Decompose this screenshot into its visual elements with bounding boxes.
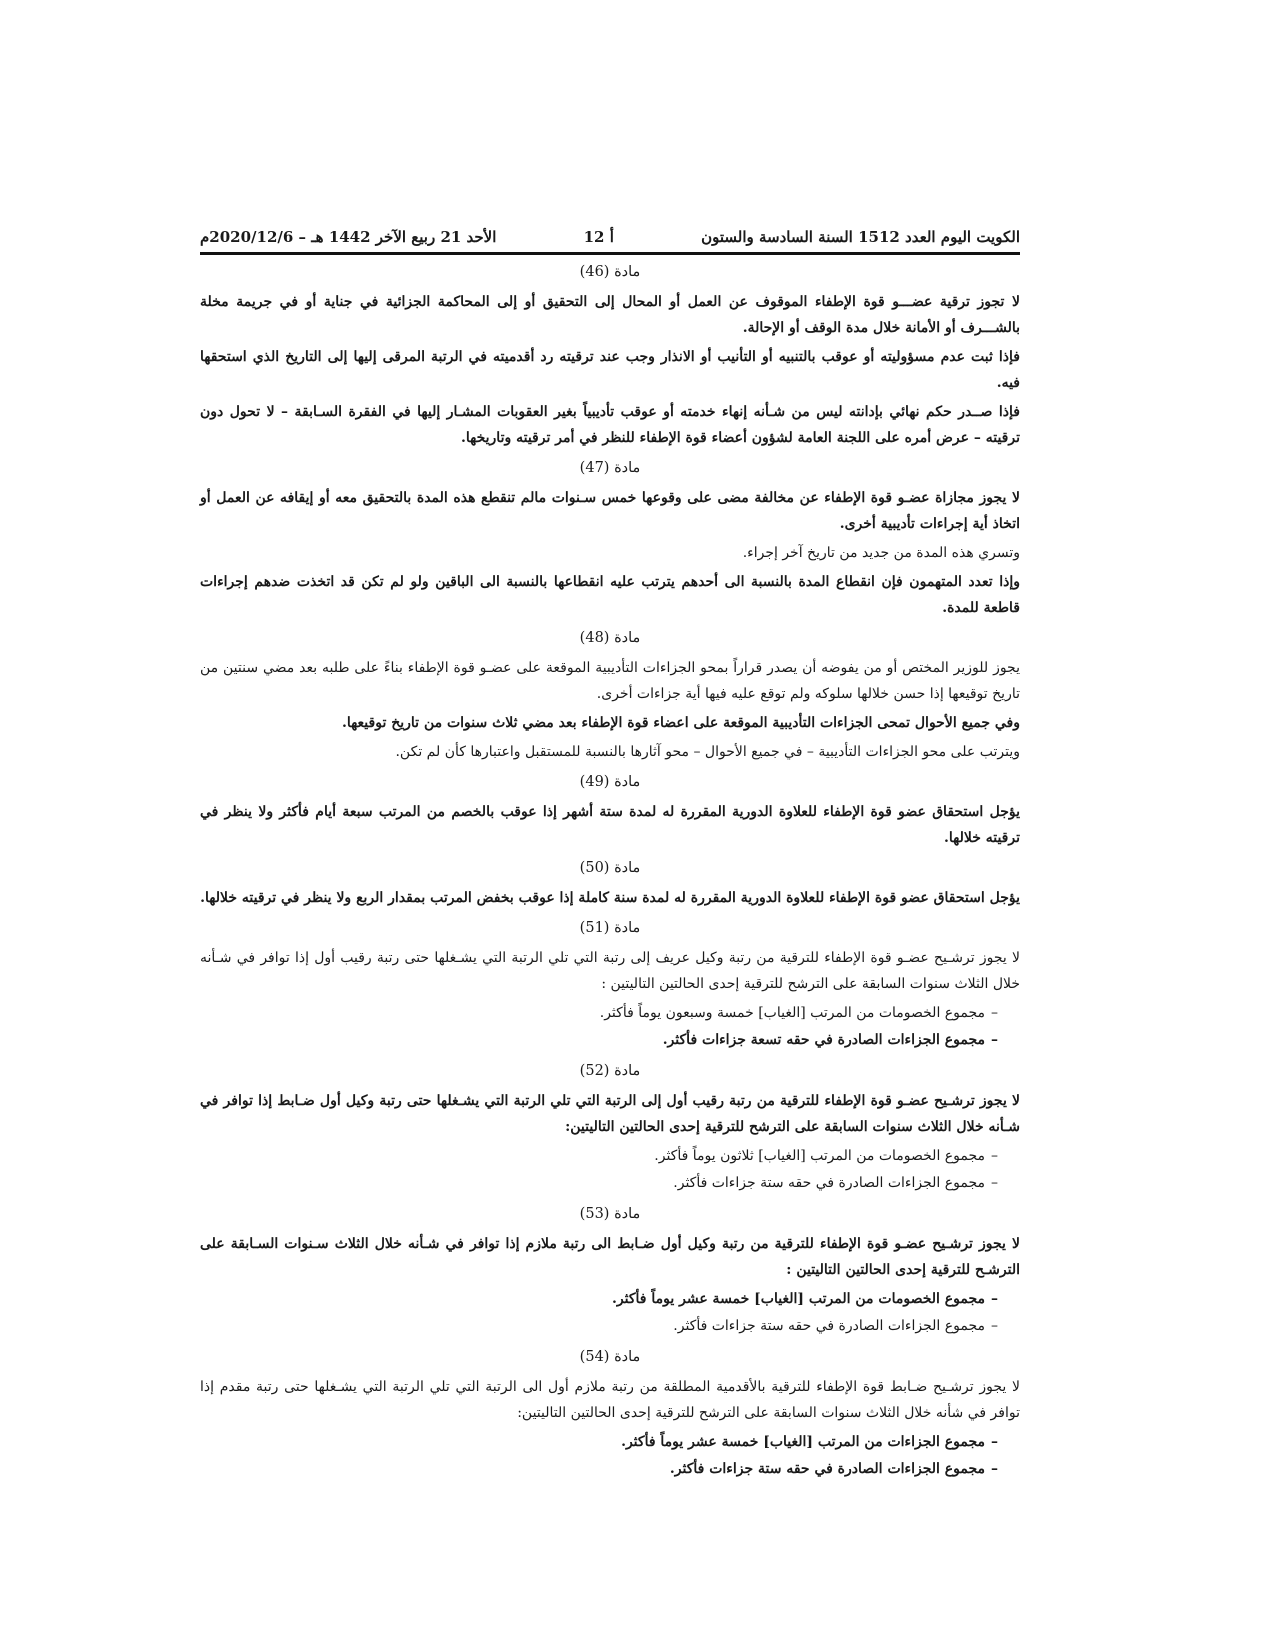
list-item: –مجموع الخصومات من المرتب [الغياب] خمسة عشر يوماً فأكثر. [612, 1291, 998, 1307]
article-51 [200, 917, 1020, 1054]
condition-list [200, 1143, 1020, 1197]
article-title: مادة (47) [579, 460, 641, 476]
article-52 [200, 1060, 1020, 1197]
article-54 [200, 1346, 1020, 1483]
article-53 [200, 1203, 1020, 1340]
article-47 [200, 457, 1020, 621]
article-title: مادة (49) [579, 774, 641, 790]
article-paragraph: يؤجل استحقاق عضو قوة الإطفاء للعلاوة الدورية المقررة له لمدة سنة كاملة إذا عوقب بخفض المرتب بمقدار الربع ولا ينظر في ترقيته خلالها. [200, 890, 1020, 906]
article-paragraph: وفي جميع الأحوال تمحى الجزاءات التأديبية الموقعة على اعضاء قوة الإطفاء بعد مضي ثلاث سنوات من تاريخ توقيعها. [341, 715, 1020, 731]
article-title: مادة (50) [579, 860, 641, 876]
article-paragraph: يؤجل استحقاق عضو قوة الإطفاء للعلاوة الدورية المقررة له لمدة ستة أشهر إذا عوقب بالخصم من المرتب سبعة أيام فأكثر ولا ينظر في ترقيته خلالها. [200, 804, 1020, 846]
article-paragraph: لا يجوز مجازاة عضـو قوة الإطفاء عن مخالفة مضى على وقوعها خمس سـنوات مالم تنقطع هذه المدة بالتحقيق معه أو إيقافه عن العمل أو اتخاذ أية إجراءات تأديبية أخرى. [200, 490, 1020, 532]
article-title: مادة (51) [579, 920, 641, 936]
article-paragraph: وإذا تعدد المتهمون فإن انقطاع المدة بالنسبة الى أحدهم يترتب عليه انقطاعها بالنسبة الى الباقين ولو لم تكن قد اتخذت ضدهم إجراءات قاطعة للمدة. [200, 574, 1020, 616]
list-item: –مجموع الجزاءات الصادرة في حقه تسعة جزاءات فأكثر. [662, 1032, 998, 1048]
page-header [200, 228, 1020, 255]
document-page [200, 228, 1020, 1485]
header-issue: الكويت اليوم العدد 1512 السنة السادسة والستون [701, 228, 1020, 246]
list-item: –مجموع الخصومات من المرتب [الغياب] خمسة وسبعون يوماً فأكثر. [599, 1005, 998, 1021]
article-paragraph: ويترتب على محو الجزاءات التأديبية – في جميع الأحوال – محو آثارها بالنسبة للمستقبل واعتبارها كأن لم تكن. [395, 744, 1020, 760]
article-50 [200, 857, 1020, 911]
list-item: –مجموع الجزاءات الصادرة في حقه ستة جزاءات فأكثر. [673, 1175, 998, 1191]
list-item: –مجموع الجزاءات الصادرة في حقه ستة جزاءات فأكثر. [673, 1318, 998, 1334]
article-paragraph: لا يجوز ترشـيح ضـابط قوة الإطفاء للترقية بالأقدمية المطلقة من رتبة ملازم أول الى الرتبة التي تلي الرتبة التي يشـغلها حتى رتبة مقدم إذا توافر في شأنه خلال الثلاث سنوات السابقة على الترشح للترقية إحدى الحالتين التاليتين: [200, 1379, 1020, 1421]
article-paragraph: وتسري هذه المدة من جديد من تاريخ آخر إجراء. [742, 545, 1020, 561]
list-item: –مجموع الجزاءات من المرتب [الغياب] خمسة عشر يوماً فأكثر. [621, 1434, 998, 1450]
article-48 [200, 627, 1020, 765]
article-49 [200, 771, 1020, 851]
header-date: الأحد 21 ربيع الآخر 1442 هـ – 2020/12/6م [200, 228, 497, 246]
condition-list [200, 1000, 1020, 1054]
article-paragraph: لا يجوز ترشـيح عضـو قوة الإطفاء للترقية من رتبة وكيل أول ضـابط الى رتبة ملازم إذا توافر في شـأنه خلال الثلاث سـنوات السـابقة على الترشـح للترقية إحدى الحالتين التاليتين : [200, 1236, 1020, 1278]
article-title: مادة (46) [579, 264, 641, 280]
article-title: مادة (52) [579, 1063, 641, 1079]
article-paragraph: لا يجوز ترشـيح عضـو قوة الإطفاء للترقية من رتبة وكيل عريف إلى رتبة التي تلي الرتبة التي يشـغلها حتى رتبة رقيب أول إذا توافر في شـأنه خلال الثلاث سنوات السابقة على الترشح للترقية إحدى الحالتين التاليتين : [200, 950, 1020, 992]
article-paragraph: يجوز للوزير المختص أو من يفوضه أن يصدر قراراً بمحو الجزاءات التأديبية الموقعة على عضـو قوة الإطفاء بناءً على طلبه بعد مضي سنتين من تاريخ توقيعها إذا حسن خلالها سلوكه ولم توقع عليه فيها أية جزاءات أخرى. [200, 660, 1020, 702]
article-46 [200, 261, 1020, 451]
article-paragraph: لا يجوز ترشـيح عضـو قوة الإطفاء للترقية من رتبة رقيب أول إلى الرتبة التي تلي الرتبة التي يشـغلها حتى رتبة وكيل أول ضـابط إذا توافر في شـأنه خلال الثلاث سنوات السابقة على الترشح للترقية إحدى الحالتين التاليتين: [200, 1093, 1020, 1135]
header-page-number: أ 12 [583, 228, 614, 246]
article-paragraph: فإذا ثبت عدم مسؤوليته أو عوقب بالتنبيه أو التأنيب أو الانذار وجب عند ترقيته رد أقدميته في الرتبة المرقى إليها إلى التاريخ الذي استحقها فيه. [200, 349, 1020, 391]
article-title: مادة (54) [579, 1349, 641, 1365]
list-item: –مجموع الخصومات من المرتب [الغياب] ثلاثون يوماً فأكثر. [654, 1148, 998, 1164]
article-paragraph: لا تجوز ترقية عضـــو قوة الإطفاء الموقوف عن العمل أو المحال إلى التحقيق أو إلى المحاكمة الجزائية في جناية أو في جريمة مخلة بالشـــرف أو الأمانة خلال مدة الوقف أو الإحالة. [200, 294, 1020, 336]
article-title: مادة (48) [579, 630, 641, 646]
list-item: –مجموع الجزاءات الصادرة في حقه ستة جزاءات فأكثر. [669, 1461, 998, 1477]
article-paragraph: فإذا صــدر حكم نهائي بإدانته ليس من شـأنه إنهاء خدمته أو عوقب تأديبياً بغير العقوبات المشـار إليها في الفقرة السـابقة – لا تحول دون ترقيته – عرض أمره على اللجنة العامة لشؤون أعضاء قوة الإطفاء للنظر في أمر ترقيته وتاريخها. [200, 404, 1020, 446]
article-title: مادة (53) [579, 1206, 641, 1222]
condition-list [200, 1429, 1020, 1483]
condition-list [200, 1286, 1020, 1340]
